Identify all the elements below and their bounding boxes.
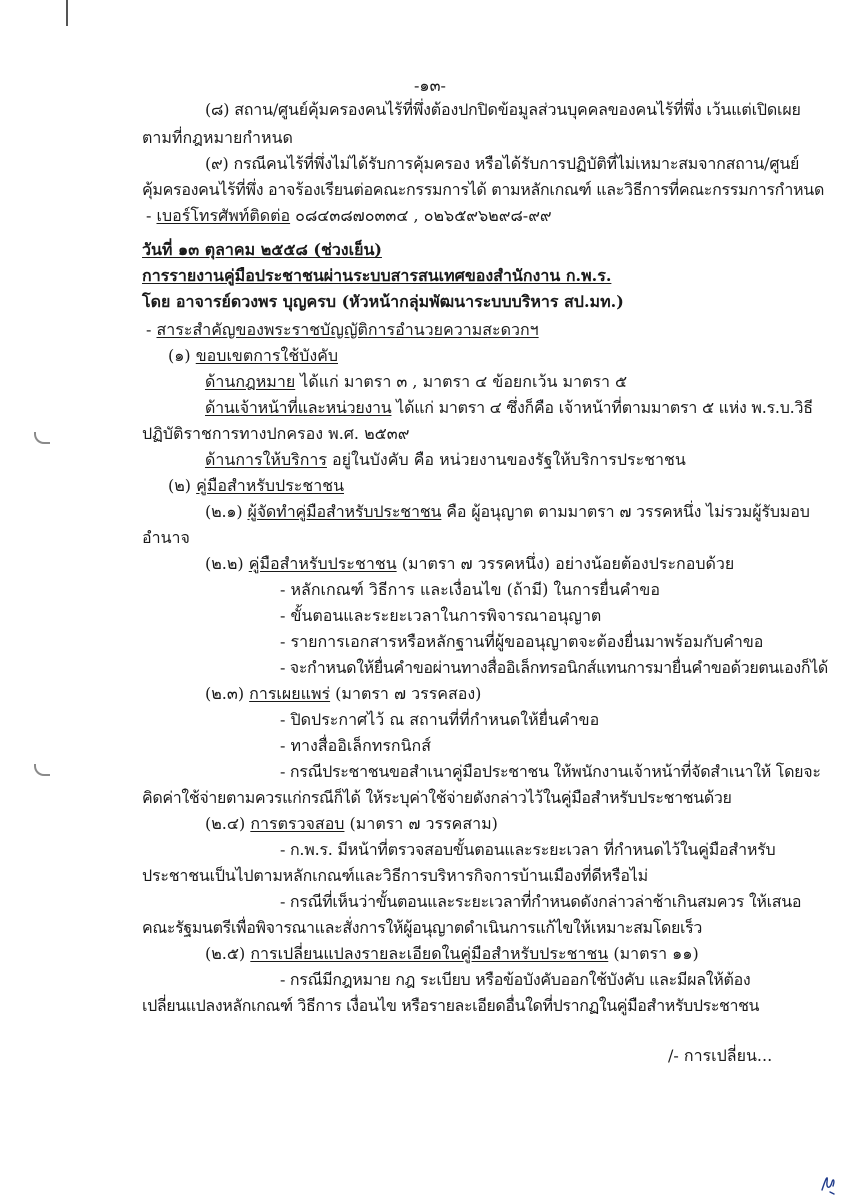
scope-service-line [205,450,686,470]
manual-2-5-text: (มาตรา ๑๑) [608,944,699,963]
contact-line [146,206,552,226]
manual-2-5-label: การเปลี่ยนแปลงรายละเอียดในคู่มือสำหรับประชาชน [250,944,609,963]
manual-heading [168,476,344,496]
manual-2-3-item: - ทางสื่ออิเล็กทรกนิกส์ [280,736,431,755]
item-8-line-1: (๘) สถาน/ศูนย์คุ้มครองคนไร้ที่พึ่งต้องปกปิดข้อมูลส่วนบุคคลของคนไร้ที่พึ่ง เว้นแต่เปิดเผย [205,100,801,119]
manual-2-3-label: การเผยแพร่ [249,684,331,703]
manual-2-3-num: (๒.๓) [205,684,250,703]
manual-2-3-item: - กรณีประชาชนขอสำเนาคู่มือประชาชน ให้พนักงานเจ้าหน้าที่จัดสำเนาให้ โดยจะ [280,762,821,781]
manual-2-4-item-2-cont: คณะรัฐมนตรีเพื่อพิจารณาและสั่งการให้ผู้อนุญาตดำเนินการแก้ไขให้เหมาะสมโดยเร็ว [142,918,703,937]
manual-2-4-line [205,814,498,834]
manual-2-1-line [205,502,810,522]
manual-2-5-num: (๒.๕) [205,944,251,963]
manual-2-3-cont: คิดค่าใช้จ่ายตามควรแก่กรณีก็ได้ ให้ระบุค่าใช้จ่ายดังกล่าวไว้ในคู่มือสำหรับประชาชนด้วย [142,788,732,807]
margin-scan-mark [34,432,50,444]
manual-2-2-text: (มาตรา ๗ วรรคหนึ่ง) อย่างน้อยต้องประกอบด้วย [396,554,735,573]
scope-law-text: ได้แก่ มาตรา ๓ , มาตรา ๔ ข้อยกเว้น มาตรา ๕ [295,372,628,391]
manual-2-1-text: คือ ผู้อนุญาต ตามมาตรา ๗ วรรคหนึ่ง ไม่รวมผู้รับมอบ [441,502,810,521]
manual-2-3-item: - ปิดประกาศไว้ ณ สถานที่ที่กำหนดให้ยื่นคำขอ [280,710,600,729]
session-speaker: โดย อาจารย์ดวงพร บุญครบ (หัวหน้ากลุ่มพัฒนาระบบบริหาร สป.มท.) [142,292,624,311]
manual-2-4-item-2: - กรณีที่เห็นว่าขั้นตอนและระยะเวลาที่กำหนดดังกล่าวล่าช้าเกินสมควร ให้เสนอ [280,892,802,911]
scope-title: ขอบเขตการใช้บังคับ [195,346,338,365]
manual-2-3-text: (มาตรา ๗ วรรคสอง) [330,684,482,703]
manual-2-5-line [205,944,699,964]
manual-2-4-num: (๒.๔) [205,814,251,833]
scope-agency-cont: ปฏิบัติราชการทางปกครอง พ.ศ. ๒๕๓๙ [142,424,410,443]
item-8-line-2: ตามที่กฎหมายกำหนด [142,128,293,147]
manual-2-1-label: ผู้จัดทำคู่มือสำหรับประชาชน [247,502,442,521]
scope-law-label: ด้านกฎหมาย [205,372,296,391]
manual-2-2-label: คู่มือสำหรับประชาชน [248,554,397,573]
manual-2-2-line [205,554,734,574]
summary-prefix: - [146,320,157,339]
scope-law-line [205,372,627,392]
contact-numbers: ๐๘๔๓๘๗๐๓๓๔ , ๐๒๖๕๙๖๒๙๘-๙๙ [290,206,552,225]
item-9-line-1: (๙) กรณีคนไร้ที่พึ่งไม่ได้รับการคุ้มครอง หรือได้รับการปฏิบัติที่ไม่เหมาะสมจากสถาน/ศูนย์ [205,154,800,173]
scope-service-text: อยู่ในบังคับ คือ หน่วยงานของรัฐให้บริการประชาชน [326,450,686,469]
manual-2-5-item-1: - กรณีมีกฎหมาย กฎ ระเบียบ หรือข้อบังคับออกใช้บังคับ และมีผลให้ต้อง [280,970,751,989]
manual-2-2-item: - รายการเอกสารหรือหลักฐานที่ผู้ขออนุญาตจะต้องยื่นมาพร้อมกับคำขอ [280,632,764,651]
manual-title: คู่มือสำหรับประชาชน [196,476,345,495]
contact-prefix: - [146,206,157,225]
manual-2-4-item-1-cont: ประชาชนเป็นไปตามหลักเกณฑ์และวิธีการบริหารกิจการบ้านเมืองที่ดีหรือไม่ [142,866,648,885]
contact-label: เบอร์โทรศัพท์ติดต่อ [156,206,291,225]
scope-agency-text: ได้แก่ มาตรา ๔ ซึ่งก็คือ เจ้าหน้าที่ตามมาตรา ๕ แห่ง พ.ร.บ.วิธี [391,398,813,417]
continuation-marker: /- การเปลี่ยน... [668,1046,773,1065]
summary-title: สาระสำคัญของพระราชบัญญัติการอำนวยความสะดวกฯ [156,320,539,339]
session-date: วันที่ ๑๓ ตุลาคม ๒๕๕๘ (ช่วงเย็น) [142,240,382,259]
manual-2-1-num: (๒.๑) [205,502,248,521]
manual-2-4-item-1: - ก.พ.ร. มีหน้าที่ตรวจสอบขั้นตอนและระยะเวลา ที่กำหนดไว้ในคู่มือสำหรับ [280,840,776,859]
page-number: -๑๓- [414,76,446,95]
manual-num: (๒) [168,476,197,495]
session-topic: การรายงานคู่มือประชาชนผ่านระบบสารสนเทศของสำนักงาน ก.พ.ร. [142,266,612,285]
scope-agency-label: ด้านเจ้าหน้าที่และหน่วยงาน [205,398,392,417]
scope-num: (๑) [168,346,196,365]
manual-2-2-item: - จะกำหนดให้ยื่นคำขอผ่านทางสื่ออิเล็กทรอนิกส์แทนการมายื่นคำขอด้วยตนเองก็ได้ [280,658,828,677]
initials-signature-icon [818,1168,838,1196]
manual-2-4-text: (มาตรา ๗ วรรคสาม) [344,814,498,833]
scope-service-label: ด้านการให้บริการ [205,450,327,469]
item-9-line-2: คุ้มครองคนไร้ที่พึ่ง อาจร้องเรียนต่อคณะกรรมการได้ ตามหลักเกณฑ์ และวิธีการที่คณะกรรมการกำหนด [142,180,825,199]
manual-2-4-label: การตรวจสอบ [250,814,345,833]
scan-edge-line [66,0,68,26]
manual-2-2-item: - ขั้นตอนและระยะเวลาในการพิจารณาอนุญาต [280,606,602,625]
scope-heading [168,346,338,366]
manual-2-3-line [205,684,481,704]
manual-2-5-item-1-cont: เปลี่ยนแปลงหลักเกณฑ์ วิธีการ เงื่อนไข หรือรายละเอียดอื่นใดที่ปรากฏในคู่มือสำหรับประชาชน [142,996,760,1015]
scope-agency-line [205,398,813,418]
manual-2-1-cont: อำนาจ [142,528,190,547]
manual-2-2-item: - หลักเกณฑ์ วิธีการ และเงื่อนไข (ถ้ามี) ในการยื่นคำขอ [280,580,660,599]
manual-2-2-num: (๒.๒) [205,554,249,573]
summary-line [146,320,539,340]
margin-scan-mark [34,764,50,776]
